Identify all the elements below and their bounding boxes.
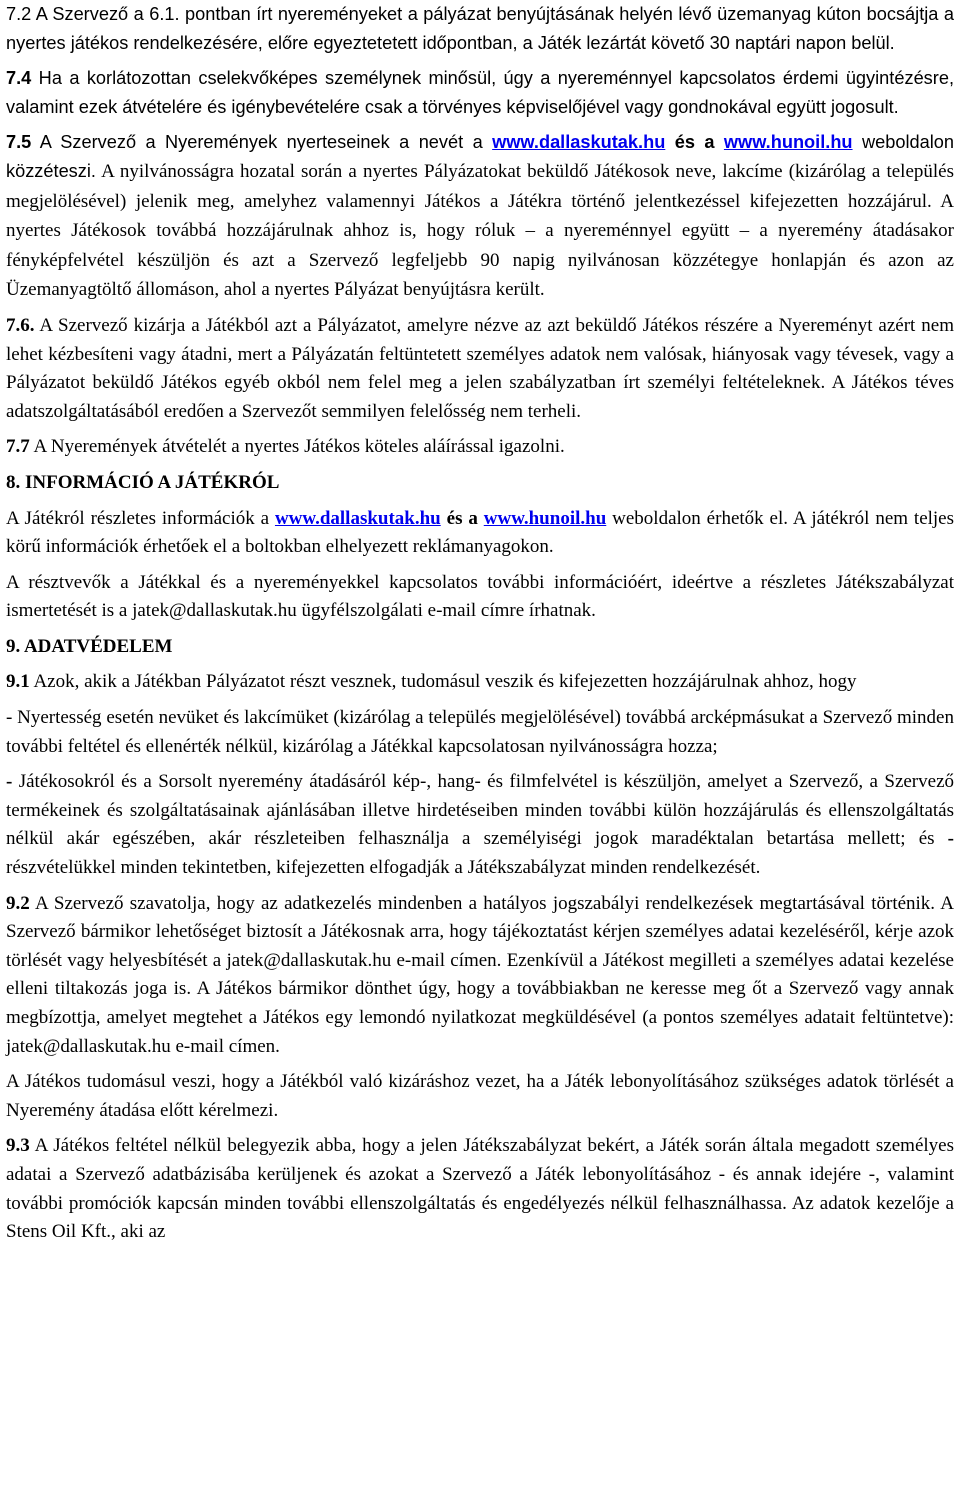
hunoil-link[interactable]: www.hunoil.hu (723, 132, 853, 153)
dash-marker: - (6, 771, 13, 793)
section-number-7-4: 7.4 (6, 68, 32, 89)
conjunction-text-2: és a (440, 507, 484, 529)
section-number-9-1: 9.1 (6, 671, 30, 693)
paragraph-7-5-text-2: weboldalon közzéteszi. (6, 132, 954, 181)
paragraph-7-4 (6, 64, 954, 121)
paragraph-9-2-b-text: A Játékos tudomásul veszi, hogy a Játékból való kizáráshoz vezet, ha a Játék lebonyolításához szükséges adatok törlését a Nyeremény átadása előtt kérelmezi. (6, 1071, 954, 1121)
paragraph-8-a (6, 505, 954, 562)
section-number-9-3: 9.3 (6, 1135, 30, 1157)
heading-section-9: 9. ADATVÉDELEM (6, 635, 173, 657)
paragraph-7-7 (6, 433, 954, 462)
paragraph-7-7-text: A Nyeremények átvételét a nyertes Játékos köteles aláírással igazolni. (29, 436, 565, 458)
paragraph-7-4-text: Ha a korlátozottan cselekvőképes személynek minősül, úgy a nyereménnyel kapcsolatos érdemi ügyintézésre, valamint ezek átvételére és igénybevételére csak a törvényes képviselőjével vagy gondnokával együtt jogosult. (6, 68, 954, 117)
dash-marker-2: - (947, 828, 954, 850)
dallaskutak-link[interactable]: www.dallaskutak.hu (492, 132, 666, 153)
dallaskutak-link-2[interactable]: www.dallaskutak.hu (274, 507, 441, 529)
paragraph-9-1-a (6, 704, 954, 761)
paragraph-7-5-text-3: A nyilvánosságra hozatal során a nyertes Pályázatokat beküldő Játékosok neve, lakcíme (kizárólag a település megjelölésével) jelenik meg, amelyhez valamennyi Játékos a Játékra történő jelentkezéssel kifejezetten hozzájárul. A nyertes Játékosok továbbá hozzájárulnak ahhoz is, hogy róluk – a nyereménnyel együtt – a nyeremény átadásakor fényképfelvétel készüljön és azt a Szervező legfeljebb 90 napig nyilvánosan közzétegye honlapján és azon az Üzemanyagtöltő állomáson, ahol a nyertes Pályázat benyújtásra került. (6, 160, 954, 301)
paragraph-9-1-b-text: Játékosokról és a Sorsolt nyeremény átadásáról kép-, hang- és filmfelvétel is készüljön, amelyet a Szervező, a Szervező termékeinek és szolgáltatásainak ajánlásában illetve hirdetéseiben minden további külön hozzájárulás és ellenszolgáltatás nélkül akár egészében, akár részleteiben felhasználja a személyiségi jogok maradéktalan betartása mellett; és (6, 771, 954, 850)
heading-section-8: 8. INFORMÁCIÓ A JÁTÉKRÓL (6, 471, 280, 493)
paragraph-8-a-text-2: weboldalon érhetők el. A játékról nem teljes körű információk érhetőek el a boltokban elhelyezett reklámanyagokon. (6, 507, 955, 558)
conjunction-text: és a (665, 132, 724, 153)
paragraph-9-1 (6, 668, 954, 697)
paragraph-9-3 (6, 1132, 954, 1246)
paragraph-8-b (6, 569, 954, 626)
paragraph-9-1-text: Azok, akik a Játékban Pályázatot részt vesznek, tudomásul veszik és kifejezetten hozzájárulnak ahhoz, hogy (29, 671, 857, 693)
paragraph-9-2-text: A Szervező szavatolja, hogy az adatkezelés mindenben a hatályos jogszabályi rendelkezések megtartásával történik. A Szervező bármikor lehetőséget biztosít a Játékosnak arra, hogy tájékoztatást kérjen személyes adatai kezeléséről, kérje azok törlését vagy helyesbítését a jatek@dallaskutak.hu e-mail címen. Ezenkívül a Játékost megilleti a személyes adatai kezelése elleni tiltakozás joga is. A Játékos bármikor dönthet úgy, hogy a továbbiakban ne keresse meg őt a Szervező vagy annak megbízottja, amelyet megtehet a Játékos egy lemondó nyilatkozat megküldésével (a pontos személyes adatait feltüntetve): jatek@dallaskutak.hu e-mail címen. (6, 892, 954, 1057)
paragraph-9-2-b (6, 1068, 954, 1125)
paragraph-9-1-b (6, 768, 954, 882)
paragraph-9-2 (6, 890, 954, 1062)
paragraph-8-a-text: A Játékról részletes információk a (6, 507, 275, 529)
paragraph-9-1-a-text: - Nyertesség esetén nevüket és lakcímüket (kizárólag a település megjelölésével) továbbá arcképmásukat a Szervező minden további feltétel és ellenérték nélkül, kizárólag a Játékkal kapcsolatosan nyilvánosságra hozza; (6, 707, 954, 757)
paragraph-7-6 (6, 312, 954, 426)
paragraph-7-5-text: A Szervező a Nyeremények nyerteseinek a nevét a (31, 132, 493, 153)
paragraph-9-3-text: A Játékos feltétel nélkül belegyezik abba, hogy a jelen Játékszabályzat bekért, a Játék során általa megadott személyes adatai a Szervező adatbázisába kerüljenek és azokat a Szervező a Játék lebonyolításához - és annak idejére -, valamint további promóciók kapcsán minden további ellenszolgáltatás és engedélyezés nélkül felhasználhassa. Az adatok kezelője a Stens Oil Kft., aki az (6, 1135, 954, 1243)
paragraph-7-2-text: 7.2 A Szervező a 6.1. pontban írt nyereményeket a pályázat benyújtásának helyén lévő üzemanyag kúton bocsájtja a nyertes játékos rendelkezésére, előre egyeztetetett időpontban, a Játék lezártát követő 30 naptári napon belül. (6, 4, 954, 53)
section-number-7-7: 7.7 (6, 436, 30, 458)
paragraph-9-1-b-text-2: részvételükkel minden tekintetben, kifejezetten elfogadják a Játékszabályzat minden rendelkezését. (6, 857, 761, 879)
section-number-7-6: 7.6. (6, 314, 35, 336)
paragraph-7-2 (6, 0, 954, 57)
paragraph-8-b-text: A résztvevők a Játékkal és a nyereményekkel kapcsolatos további információért, ideértve a részletes Játékszabályzat ismertetését is a jatek@dallaskutak.hu ügyfélszolgálati e-mail címre írhatnak. (6, 571, 954, 622)
section-number-7-5: 7.5 (6, 132, 32, 153)
paragraph-7-6-text: A Szervező kizárja a Játékból azt a Pályázatot, amelyre nézve az azt beküldő Játékos részére a Nyereményt azért nem lehet kézbesíteni vagy átadni, mert a Pályázatán feltüntetett személyes adatok nem valósak, hiányosak vagy tévesek, vagy a Pályázatot beküldő Játékos egyéb okból nem felel meg a jelen szabályzatban írt személyi feltételeknek. A Játékos téves adatszolgáltatásából eredően a Szervezőt semmilyen felelősség nem terheli. (6, 314, 954, 422)
hunoil-link-2[interactable]: www.hunoil.hu (483, 507, 607, 529)
paragraph-7-5 (6, 128, 954, 305)
section-number-9-2: 9.2 (6, 892, 30, 914)
